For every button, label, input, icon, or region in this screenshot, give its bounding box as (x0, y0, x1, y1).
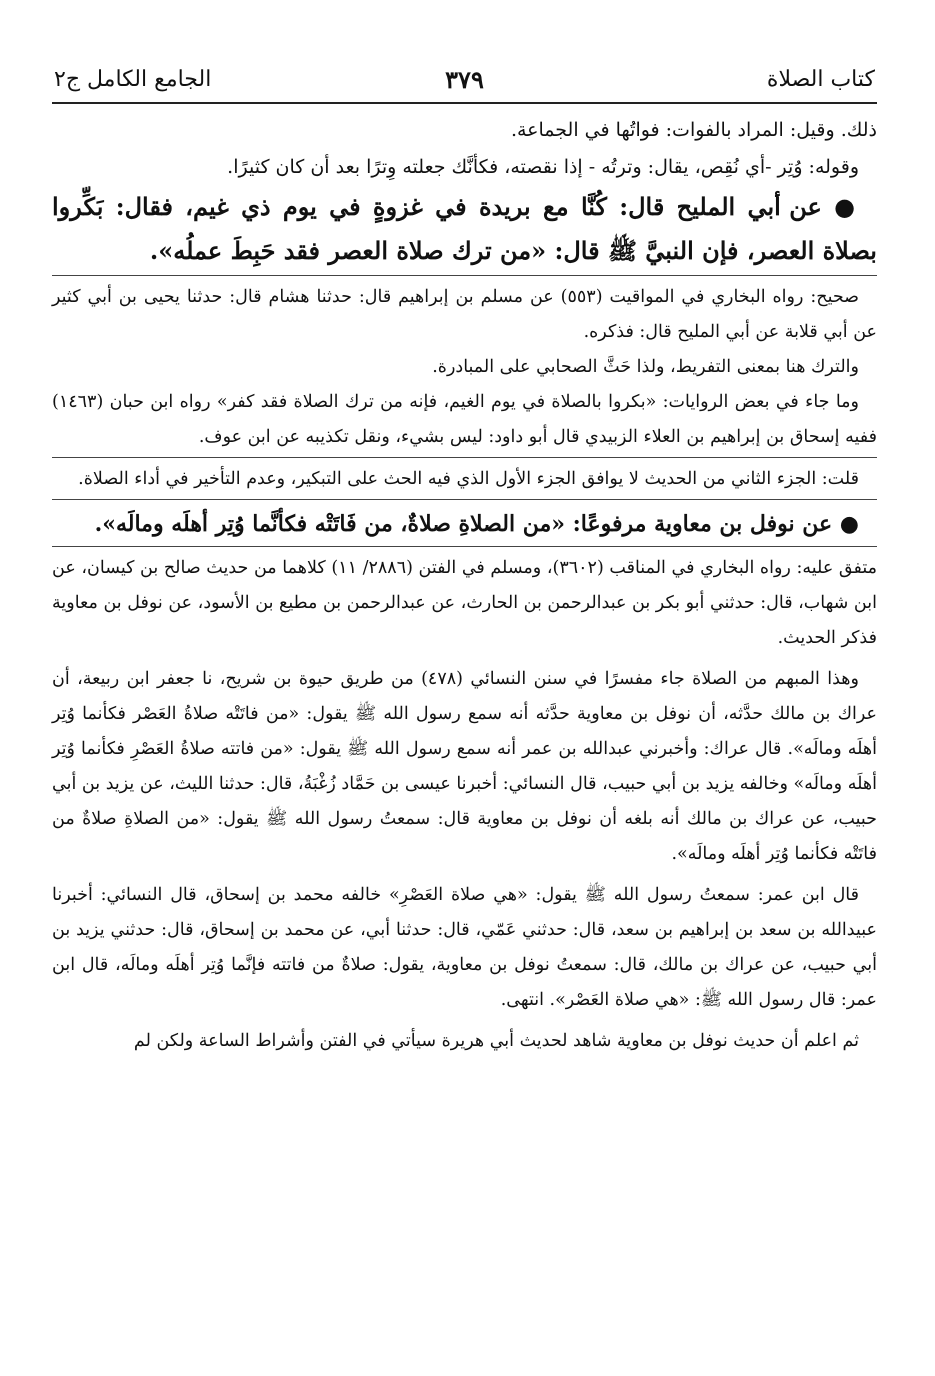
hadith-2-text: عن نوفل بن معاوية مرفوعًا: «من الصلاةِ صلاةٌ، من فَاتَتْه فكأنَّما وُتِر أهلَه ومالَه». (94, 511, 833, 537)
hadith-1-text: عن أبي المليح قال: كُنَّا مع بريدة في غزوةٍ في يوم ذي غيم، فقال: بَكِّروا بصلاة العصر، فإن النبيَّ ﷺ قال: «من ترك صلاة العصر فقد حَبِطَ عملُه». (52, 192, 877, 265)
hadith-1 (52, 185, 877, 273)
hadith-bullet-icon: ● (834, 192, 860, 221)
note-separator (52, 457, 877, 458)
page-number: ٣٧٩ (445, 65, 484, 94)
takhrij-1: صحيح: رواه البخاري في المواقيت (٥٥٣) عن مسلم بن إبراهيم قال: حدثنا هشام قال: حدثنا يحيى بن أبي كثير عن أبي قلابة عن أبي المليح قال: فذكره. (52, 287, 877, 342)
hadith-bullet-icon: ● (839, 511, 859, 537)
book-title: الجامع الكامل ج٢ (53, 67, 212, 92)
header-rule (52, 102, 877, 104)
note-1: قلت: الجزء الثاني من الحديث لا يوافق الجزء الأول الذي فيه الحث على التبكير، وعدم التأخير في أداء الصلاة. (78, 469, 859, 489)
takhrij-2-p3: قال ابن عمر: سمعتُ رسول الله ﷺ يقول: «هي صلاة العَصْرِ» خالفه محمد بن إسحاق، قال النسائي: أخبرنا عبيدالله بن سعد بن إبراهيم بن سعد، قال: حدثني عَمّي، قال: حدثنا أبي، عن محمد بن إسحاق، قال: حدثني يزيد بن أبي حبيب، عن عراك بن مالك، قال: سمعتُ نوفل بن معاوية، يقول: صلاةٌ من فاتته فإنَّما وُتِر أهلَه ومالَه، قال ابن عمر: قال رسول الله ﷺ: «هي صلاة العَصْر». انتهى. (52, 885, 877, 1010)
commentary-1-p1: والترك هنا بمعنى التفريط، ولذا حَثَّ الصحابي على المبادرة. (432, 357, 859, 377)
running-header (52, 62, 877, 102)
hadith-2-separator (52, 546, 877, 547)
takhrij-2-p2: وهذا المبهم من الصلاة جاء مفسرًا في سنن النسائي (٤٧٨) من طريق حيوة بن شريح، نا جعفر ابن ربيعة، أن عراك بن مالك حدَّثه، أن نوفل بن معاوية حدَّثه أنه سمع رسول الله ﷺ يقول: «من فاتَتْه صلاةُ العَصْر فكأنما وُتِر أهلَه ومالَه». قال عراك: وأخبرني عبدالله بن عمر أنه سمع رسول الله ﷺ يقول: «من فاتته صلاةُ العَصْرِ فكأنما وُتِر أهلَه ومالَه» وخالفه يزيد بن أبي حبيب، قال النسائي: أخبرنا عيسى بن حَمَّاد زُغْبَةُ، قال: حدثنا الليث، عن يزيد بن أبي حبيب، عن عراك بن مالك أنه بلغه أن نوفل بن معاوية قال: سمعتُ رسول الله ﷺ يقول: «من الصلاةِ صلاةٌ من فاتَتْه فكأنما وُتِر أهلَه ومالَه». (52, 669, 877, 864)
hadith-1-separator (52, 275, 877, 276)
commentary-1-p2: وما جاء في بعض الروايات: «بكروا بالصلاة في يوم الغيم، فإنه من ترك الصلاة فقد كفر» رواه ابن حبان (١٤٦٣) ففيه إسحاق بن إبراهيم بن العلاء الزبيدي قال أبو داود: ليس بشيء، ونقل تكذيبه عن ابن عوف. (52, 392, 877, 447)
hadith-2 (52, 504, 877, 544)
intro-line-1: ذلك. وقيل: المراد بالفوات: فواتُها في الجماعة. (510, 119, 877, 141)
takhrij-2-p1: متفق عليه: رواه البخاري في المناقب (٣٦٠٢)، ومسلم في الفتن (٢٨٨٦/ ١١) كلاهما من حديث صالح بن كيسان، عن ابن شهاب، قال: حدثني أبو بكر بن عبدالرحمن بن الحارث، عن عبدالرحمن بن مطيع بن الأسود، عن نوفل بن معاوية فذكر الحديث. (52, 558, 877, 648)
intro-line-2: وقوله: وُتِر -أي نُقِص، يقال: وترتُه - إذا نقصته، فكأنَّك جعلته وِترًا بعد أن كان كثيرًا. (227, 155, 859, 178)
chapter-title: كتاب الصلاة (766, 67, 875, 92)
takhrij-2-p4: ثم اعلم أن حديث نوفل بن معاوية شاهد لحديث أبي هريرة سيأتي في الفتن وأشراط الساعة ولكن لم (133, 1031, 859, 1051)
hadith-2-top-separator (52, 499, 877, 500)
